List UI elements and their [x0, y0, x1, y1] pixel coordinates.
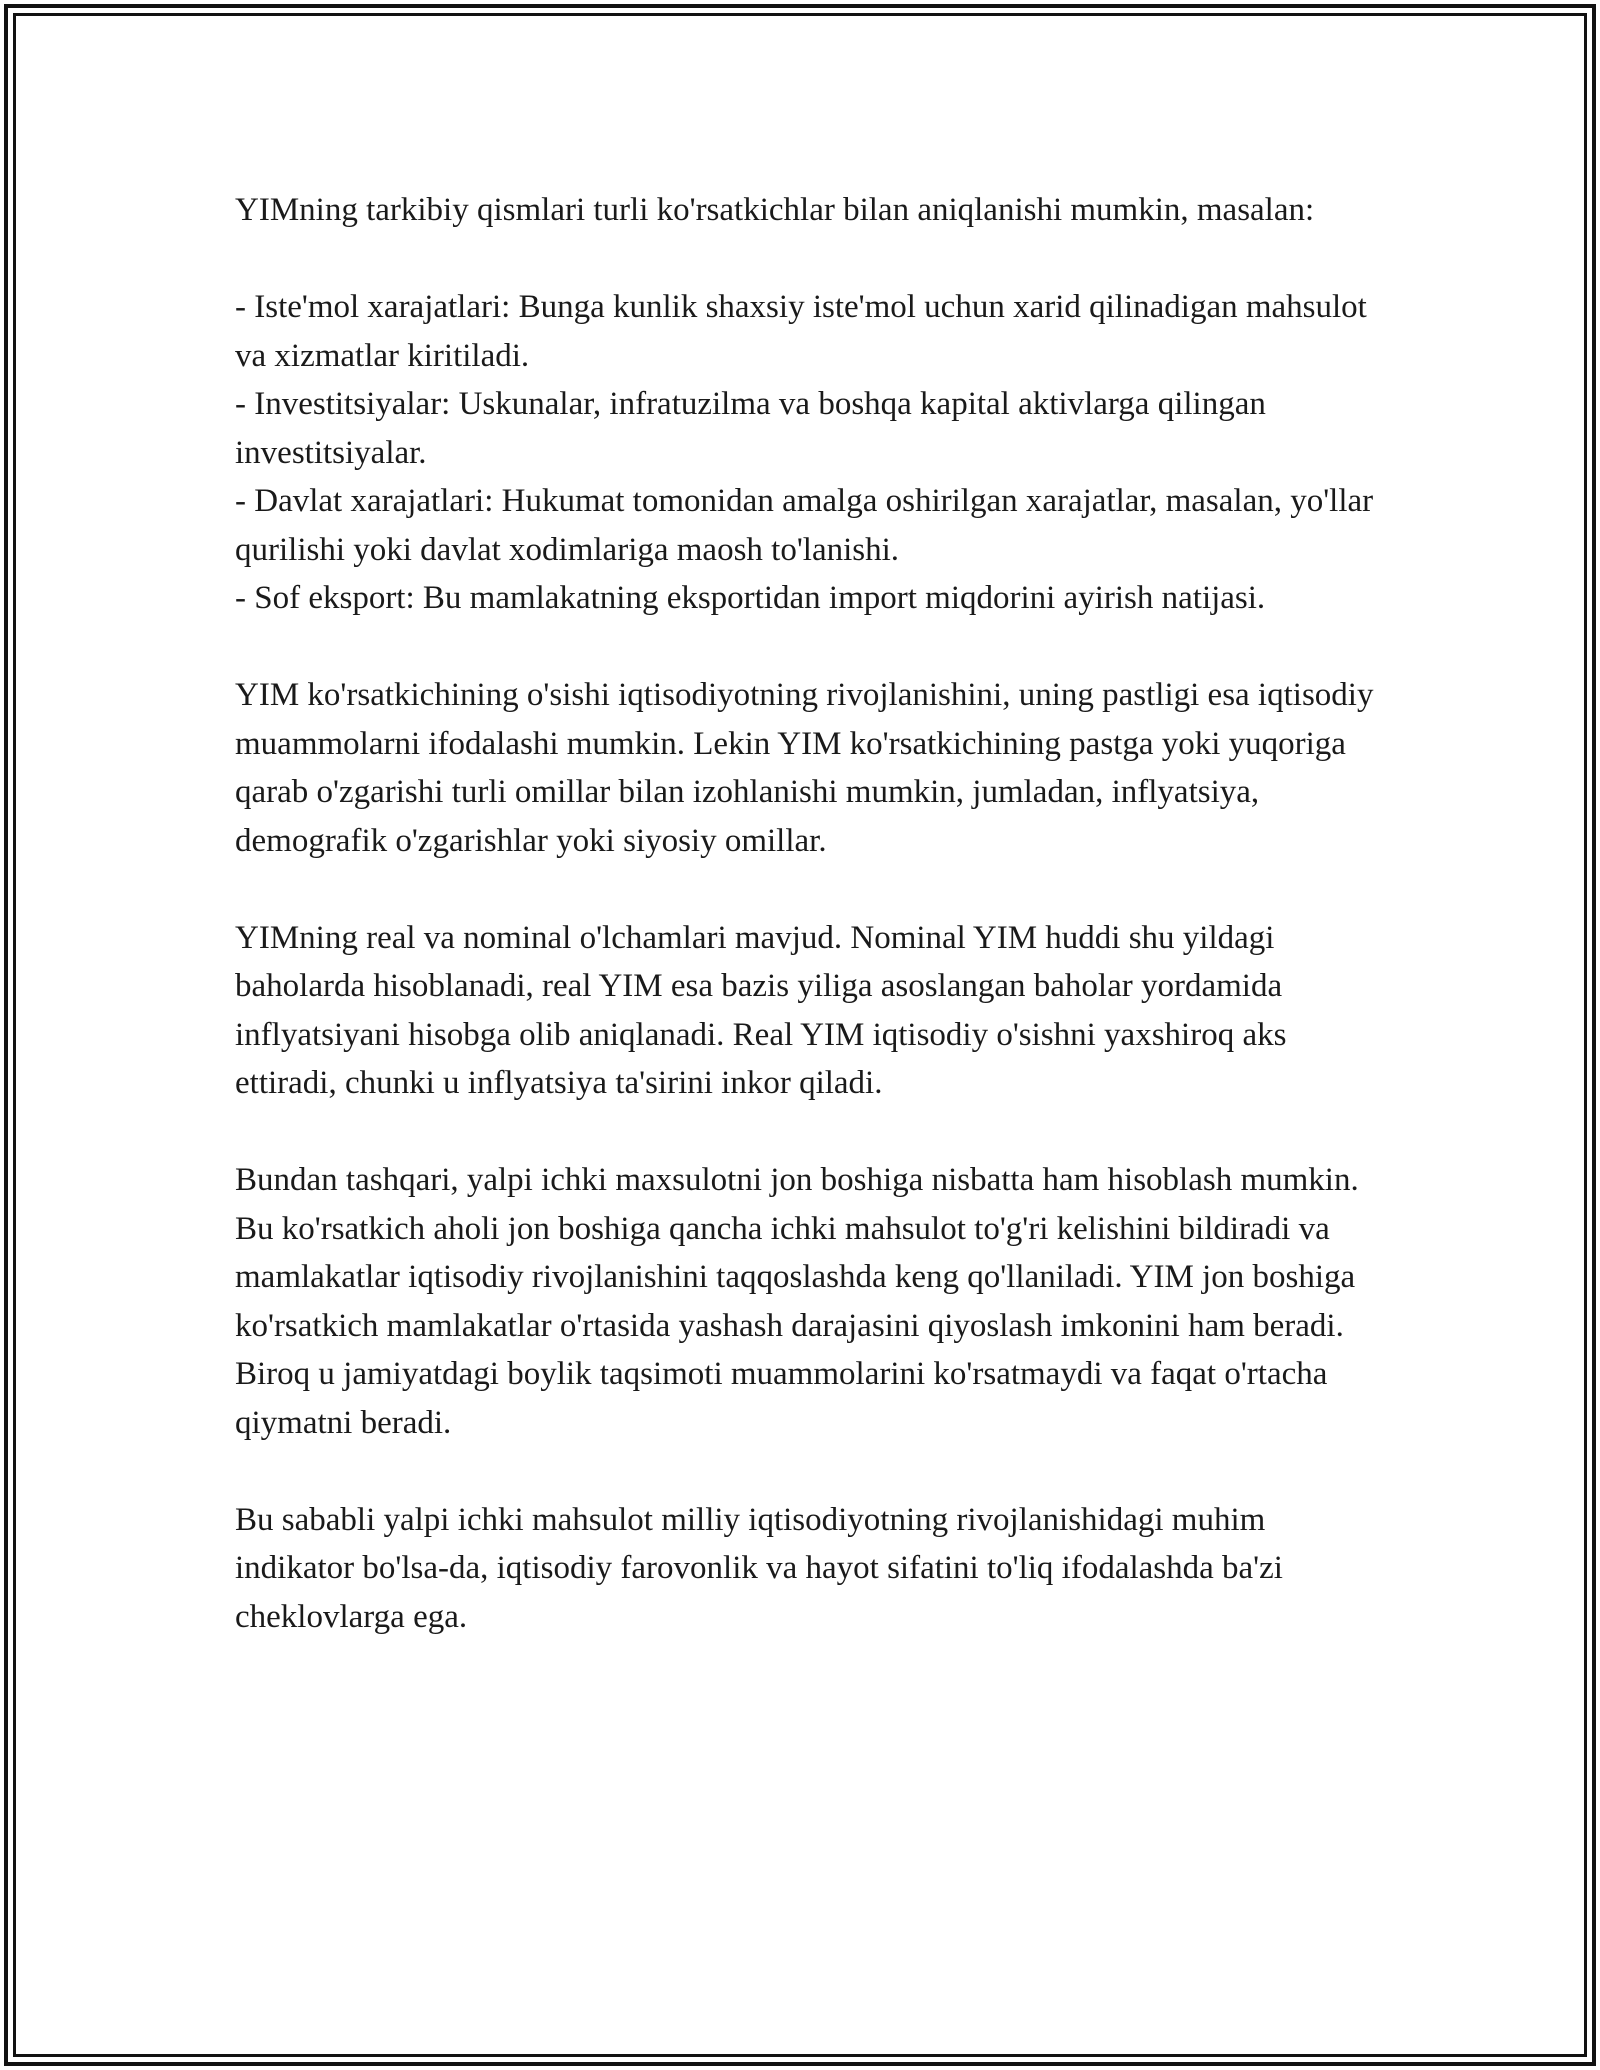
list-item-consumption: - Iste'mol xarajatlari: Bunga kunlik shaxsiy iste'mol uchun xarid qilinadigan mahsulot va xizmatlar kiritiladi.: [235, 289, 1367, 374]
paragraph-real-nominal: YIMning real va nominal o'lchamlari mavjud. Nominal YIM huddi shu yildagi baholarda hisoblanadi, real YIM esa bazis yiliga asoslangan baholar yordamida inflyatsiyani hisobga olib aniqlanadi. Real YIM iqtisodiy o'sishni yaxshiroq aks ettiradi, chunki u inflyatsiya ta'sirini inkor qiladi.: [235, 919, 1287, 1101]
list-item-investment: - Investitsiyalar: Uskunalar, infratuzilma va boshqa kapital aktivlarga qilingan investitsiyalar.: [235, 386, 1266, 471]
paragraph-per-capita: Bundan tashqari, yalpi ichki maxsulotni jon boshiga nisbatta ham hisoblash mumkin. Bu ko'rsatkich aholi jon boshiga qancha ichki mahsulot to'g'ri kelishini bildiradi va mamlakatlar iqtisodiy rivojlanishini taqqoslashda keng qo'llaniladi. YIM jon boshiga ko'rsatkich mamlakatlar o'rtasida yashash darajasini qiyoslash imkonini ham beradi. Biroq u jamiyatdagi boylik taqsimoti muammolarini ko'rsatmaydi va faqat o'rtacha qiymatni beradi.: [235, 1162, 1359, 1441]
document-body: [235, 186, 1385, 1690]
intro-paragraph: YIMning tarkibiy qismlari turli ko'rsatkichlar bilan aniqlanishi mumkin, masalan:: [235, 192, 1315, 228]
paragraph-conclusion: Bu sababli yalpi ichki mahsulot milliy iqtisodiyotning rivojlanishidagi muhim indikator bo'lsa-da, iqtisodiy farovonlik va hayot sifatini to'liq ifodalashda ba'zi cheklovlarga ega.: [235, 1501, 1283, 1635]
list-item-net-export: - Sof eksport: Bu mamlakatning eksportidan import miqdorini ayirish natijasi.: [235, 580, 1266, 616]
paragraph-growth: YIM ko'rsatkichining o'sishi iqtisodiyotning rivojlanishini, uning pastligi esa iqtisodiy muammolarni ifodalashi mumkin. Lekin YIM ko'rsatkichining pastga yoki yuqoriga qarab o'zgarishi turli omillar bilan izohlanishi mumkin, jumladan, inflyatsiya, demografik o'zgarishlar yoki siyosiy omillar.: [235, 677, 1374, 859]
list-item-government: - Davlat xarajatlari: Hukumat tomonidan amalga oshirilgan xarajatlar, masalan, yo'llar qurilishi yoki davlat xodimlariga maosh to'lanishi.: [235, 483, 1374, 568]
